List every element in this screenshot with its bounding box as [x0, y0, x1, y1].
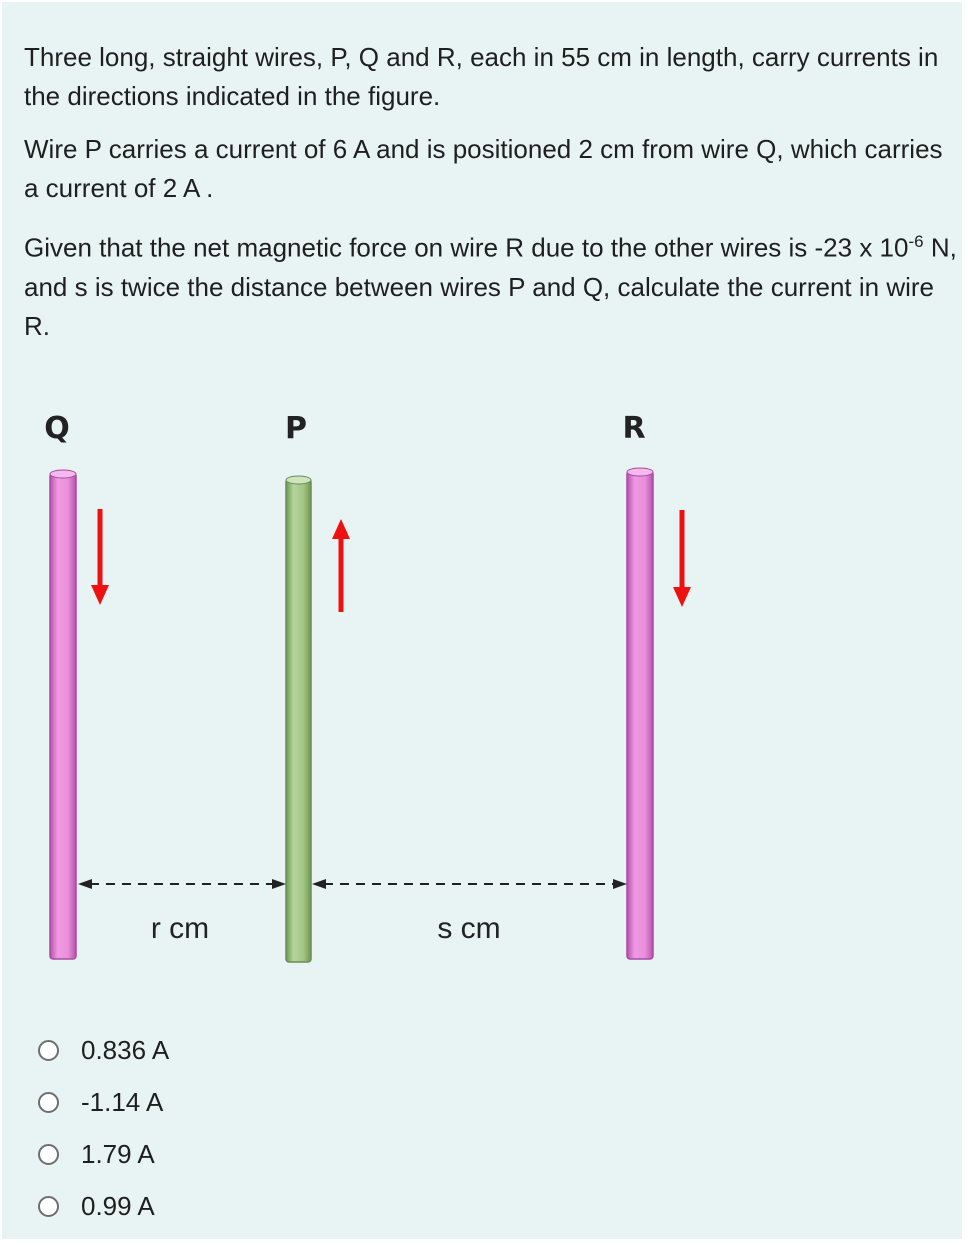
radio-button-icon[interactable] — [38, 1196, 59, 1217]
answer-option-3[interactable] — [38, 1128, 169, 1180]
current-arrow-r — [673, 510, 691, 607]
wire-q — [50, 470, 76, 959]
radio-button-icon[interactable] — [38, 1040, 59, 1061]
question-paragraph-3-part-a: Given that the net magnetic force on wire R due to the other wires is -23 x 10 — [24, 232, 909, 263]
question-paragraph-3-part-b: N, and s is twice the distance between wires P and Q, calculate the current in wire R. — [24, 232, 957, 341]
distance-label-s: s cm — [437, 912, 501, 945]
radio-button-icon[interactable] — [38, 1144, 59, 1165]
answer-options — [38, 1024, 169, 1232]
wire-label-q: Q — [44, 411, 70, 446]
question-paragraph-1: Three long, straight wires, P, Q and R, each in 55 cm in length, carry currents in the directions indicated in the figure. — [24, 42, 939, 111]
answer-option-label[interactable]: 0.836 A — [81, 1034, 170, 1065]
answer-option-4[interactable] — [38, 1180, 169, 1232]
answer-option-1[interactable] — [38, 1024, 169, 1076]
question-text — [24, 38, 959, 360]
answer-option-label[interactable]: -1.14 A — [81, 1086, 164, 1117]
radio-button-icon[interactable] — [38, 1092, 59, 1113]
answer-option-label[interactable]: 0.99 A — [81, 1190, 155, 1221]
distance-arrow-r — [78, 879, 286, 889]
wire-p — [286, 476, 311, 962]
wire-label-p: P — [285, 411, 307, 446]
distance-arrow-s — [312, 879, 627, 889]
question-paragraph-3 — [24, 222, 959, 346]
wires-figure — [2, 397, 966, 977]
current-arrow-p — [332, 519, 350, 612]
distance-label-r: r cm — [150, 912, 210, 945]
answer-option-label[interactable]: 1.79 A — [81, 1138, 155, 1169]
wire-label-r: R — [622, 411, 646, 446]
wire-r — [627, 468, 653, 959]
answer-option-2[interactable] — [38, 1076, 169, 1128]
question-exponent: -6 — [908, 232, 924, 251]
question-paragraph-2: Wire P carries a current of 6 A and is positioned 2 cm from wire Q, which carries a current of 2 A . — [24, 134, 943, 203]
current-arrow-q — [91, 509, 109, 605]
wires-diagram — [2, 397, 966, 977]
